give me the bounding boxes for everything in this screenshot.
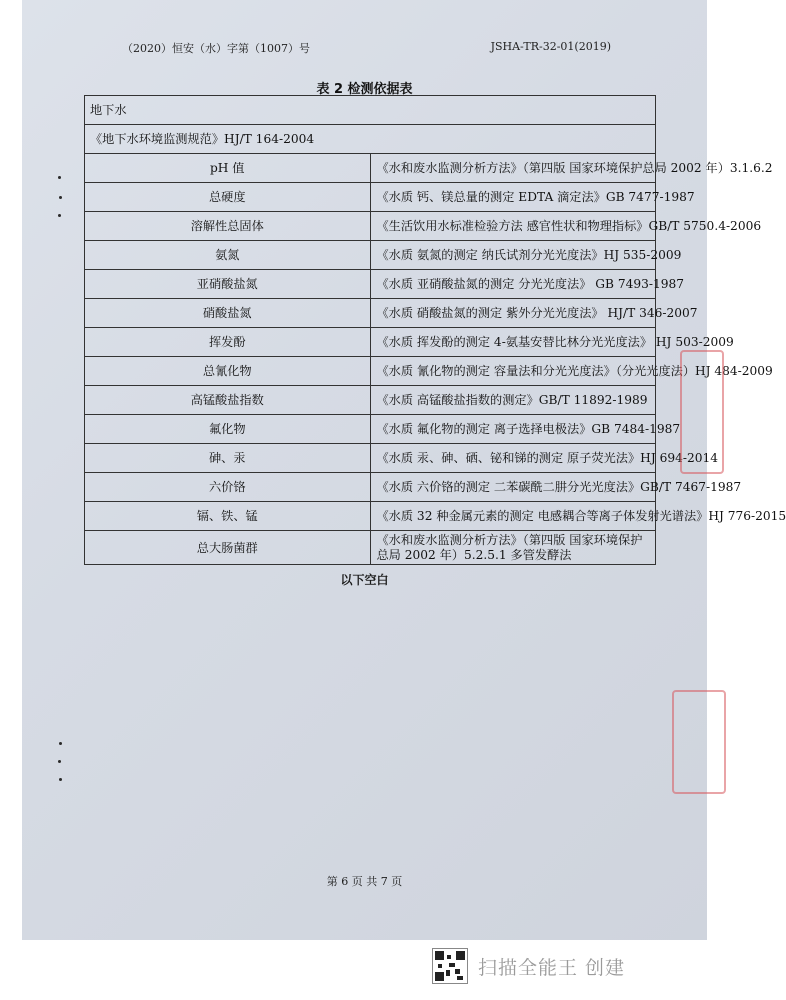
method-cell: 《水质 高锰酸盐指数的测定》GB/T 11892-1989 [370, 386, 656, 415]
method-cell: 《水质 汞、砷、硒、铋和锑的测定 原子荧光法》HJ 694-2014 [370, 444, 656, 473]
page-number: 第 6 页 共 7 页 [326, 875, 403, 888]
punch-hole [59, 742, 62, 745]
scanner-watermark [432, 946, 625, 986]
table-row [85, 502, 656, 531]
punch-hole [58, 760, 61, 763]
table-row [85, 299, 656, 328]
document-number: （2020）恒安（水）字第（1007）号 [122, 42, 310, 55]
seal-stamp-edge [680, 350, 724, 474]
method-cell: 《水质 六价铬的测定 二苯碳酰二肼分光光度法》GB/T 7467-1987 [370, 473, 656, 502]
document-code: JSHA-TR-32-01(2019) [490, 40, 611, 53]
table-row [85, 473, 656, 502]
item-cell: 亚硝酸盐氮 [85, 270, 371, 299]
punch-hole [59, 778, 62, 781]
method-cell: 《水和废水监测分析方法》（第四版 国家环境保护总局 2002 年）5.2.5.1 多管发酵法 [370, 531, 656, 565]
method-cell: 《水质 氰化物的测定 容量法和分光光度法》（分光光度法）HJ 484-2009 [370, 357, 656, 386]
item-cell: 六价铬 [85, 473, 371, 502]
table-row [85, 415, 656, 444]
method-cell: 《水质 氟化物的测定 离子选择电极法》GB 7484-1987 [370, 415, 656, 444]
item-cell: 总大肠菌群 [85, 531, 371, 565]
table-row [85, 531, 656, 565]
table-row [85, 444, 656, 473]
table-row [85, 386, 656, 415]
table-title: 表 2 检测依据表 [316, 82, 413, 97]
method-cell: 《水质 挥发酚的测定 4-氨基安替比林分光光度法》 HJ 503-2009 [370, 328, 656, 357]
method-cell: 《生活饮用水标准检验方法 感官性状和物理指标》GB/T 5750.4-2006 [370, 212, 656, 241]
seal-stamp-edge [672, 690, 726, 794]
method-cell: 《水质 氨氮的测定 纳氏试剂分光光度法》HJ 535-2009 [370, 241, 656, 270]
item-cell: 氨氮 [85, 241, 371, 270]
item-cell: 砷、汞 [85, 444, 371, 473]
method-cell: 《水质 亚硝酸盐氮的测定 分光光度法》 GB 7493-1987 [370, 270, 656, 299]
category-cell: 地下水 [85, 96, 656, 125]
item-cell: 硝酸盐氮 [85, 299, 371, 328]
item-cell: pH 值 [85, 154, 371, 183]
detection-basis-table [84, 95, 786, 565]
table-row [85, 183, 656, 212]
punch-hole [58, 214, 61, 217]
method-cell: 《水质 32 种金属元素的测定 电感耦合等离子体发射光谱法》HJ 776-2015 [370, 502, 656, 531]
item-cell: 镉、铁、锰 [85, 502, 371, 531]
blank-below-note: 以下空白 [340, 573, 389, 587]
table-row [85, 96, 656, 125]
item-cell: 总氰化物 [85, 357, 371, 386]
method-cell: 《水和废水监测分析方法》（第四版 国家环境保护总局 2002 年）3.1.6.2 [370, 154, 656, 183]
item-cell: 高锰酸盐指数 [85, 386, 371, 415]
table-row [85, 328, 656, 357]
table-row [85, 270, 656, 299]
item-cell: 挥发酚 [85, 328, 371, 357]
method-cell: 《水质 硝酸盐氮的测定 紫外分光光度法》 HJ/T 346-2007 [370, 299, 656, 328]
standard-cell: 《地下水环境监测规范》HJ/T 164-2004 [85, 125, 656, 154]
table-row [85, 241, 656, 270]
table-row [85, 125, 656, 154]
item-cell: 氟化物 [85, 415, 371, 444]
punch-hole [58, 176, 61, 179]
table-row [85, 212, 656, 241]
scanner-brand-text: 扫描全能王 创建 [478, 956, 626, 979]
document-page [22, 0, 786, 940]
table-row [85, 154, 656, 183]
item-cell: 总硬度 [85, 183, 371, 212]
table-row [85, 357, 656, 386]
punch-hole [59, 196, 62, 199]
item-cell: 溶解性总固体 [85, 212, 371, 241]
method-cell: 《水质 钙、镁总量的测定 EDTA 滴定法》GB 7477-1987 [370, 183, 656, 212]
qr-code-icon [432, 948, 468, 984]
